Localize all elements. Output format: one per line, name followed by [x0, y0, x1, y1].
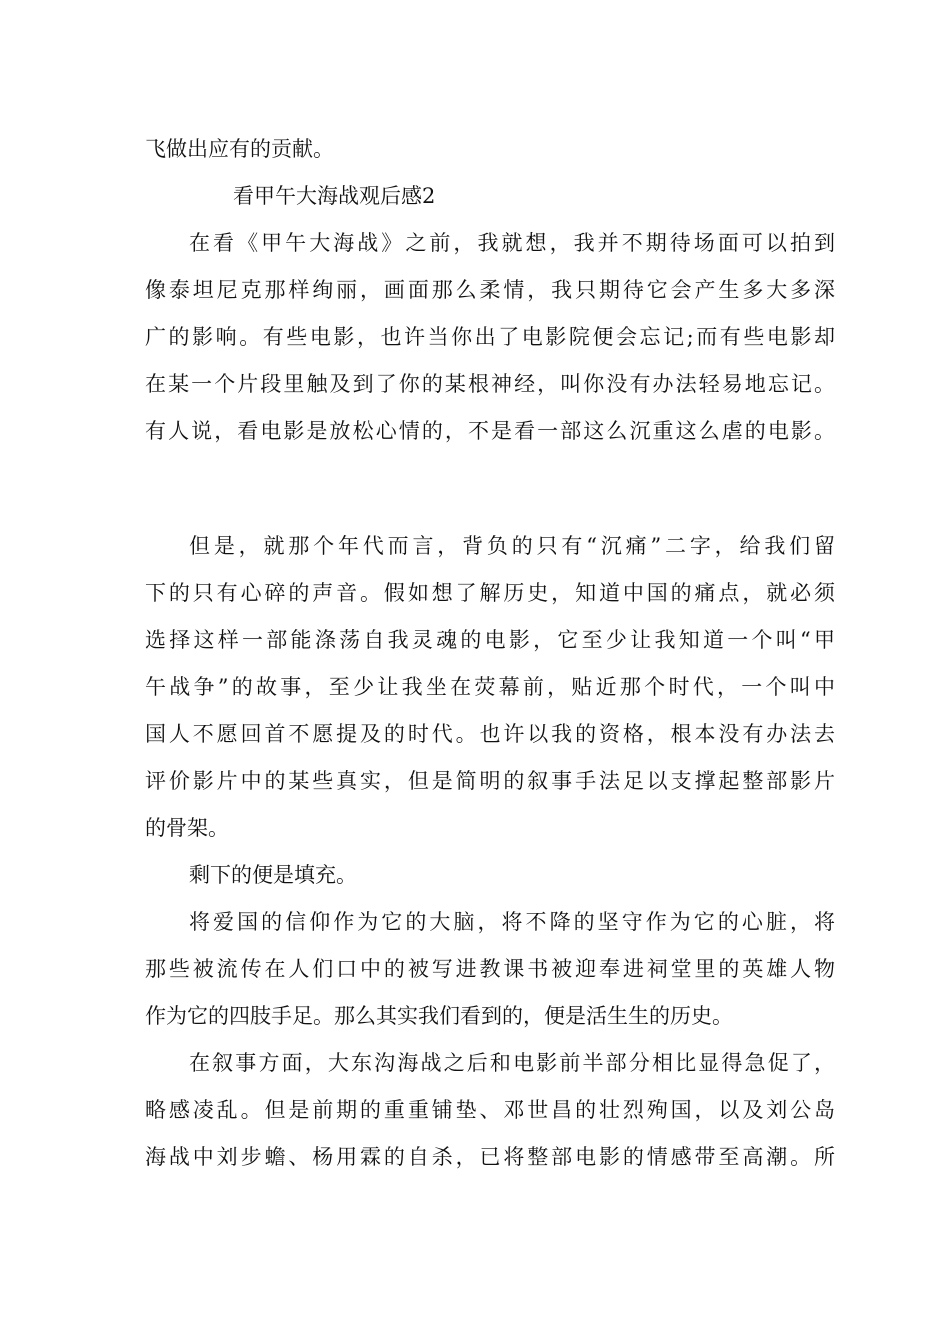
title-line: 看甲午大海战观后感2 — [233, 184, 436, 208]
section-title — [145, 173, 835, 220]
paragraph-gap — [145, 455, 835, 523]
paragraph-4 — [145, 899, 835, 1040]
text-line: 午战争”的故事，至少让我坐在荧幕前，贴近那个时代，一个叫中 — [145, 675, 835, 699]
text-line: 飞做出应有的贡献。 — [145, 137, 334, 161]
text-line: 将爱国的信仰作为它的大脑，将不降的坚守作为它的心脏，将 — [189, 910, 835, 934]
paragraph-5 — [145, 1040, 835, 1181]
paragraph-3 — [145, 852, 835, 899]
text-line: 像泰坦尼克那样绚丽，画面那么柔情，我只期待它会产生多大多深 — [145, 278, 835, 302]
text-line: 在看《甲午大海战》之前，我就想，我并不期待场面可以拍到 — [189, 231, 835, 255]
text-line: 在叙事方面，大东沟海战之后和电影前半部分相比显得急促了， — [189, 1051, 835, 1075]
paragraph-1 — [145, 220, 835, 455]
text-line: 下的只有心碎的声音。假如想了解历史，知道中国的痛点，就必须 — [145, 581, 835, 605]
text-line: 作为它的四肢手足。那么其实我们看到的，便是活生生的历史。 — [145, 1004, 733, 1028]
text-line: 广的影响。有些电影，也许当你出了电影院便会忘记;而有些电影却 — [145, 325, 835, 349]
text-line: 有人说，看电影是放松心情的，不是看一部这么沉重这么虐的电影。 — [145, 419, 835, 443]
text-line: 在某一个片段里触及到了你的某根神经，叫你没有办法轻易地忘记。 — [145, 372, 835, 396]
text-line: 海战中刘步蟾、杨用霖的自杀，已将整部电影的情感带至高潮。所 — [145, 1145, 835, 1169]
paragraph-continuation — [145, 126, 835, 173]
text-line: 选择这样一部能涤荡自我灵魂的电影，它至少让我知道一个叫“甲 — [145, 628, 835, 652]
text-line: 评价影片中的某些真实，但是简明的叙事手法足以支撑起整部影片 — [145, 769, 835, 793]
text-line: 的骨架。 — [145, 816, 229, 840]
paragraph-2 — [145, 523, 835, 852]
text-line: 那些被流传在人们口中的被写进教课书被迎奉进祠堂里的英雄人物 — [145, 957, 835, 981]
text-line: 但是，就那个年代而言，背负的只有“沉痛”二字，给我们留 — [189, 534, 835, 558]
text-line: 剩下的便是填充。 — [189, 863, 357, 887]
text-line: 略感凌乱。但是前期的重重铺垫、邓世昌的壮烈殉国，以及刘公岛 — [145, 1098, 835, 1122]
text-line: 国人不愿回首不愿提及的时代。也许以我的资格，根本没有办法去 — [145, 722, 835, 746]
document-page — [145, 126, 835, 1181]
